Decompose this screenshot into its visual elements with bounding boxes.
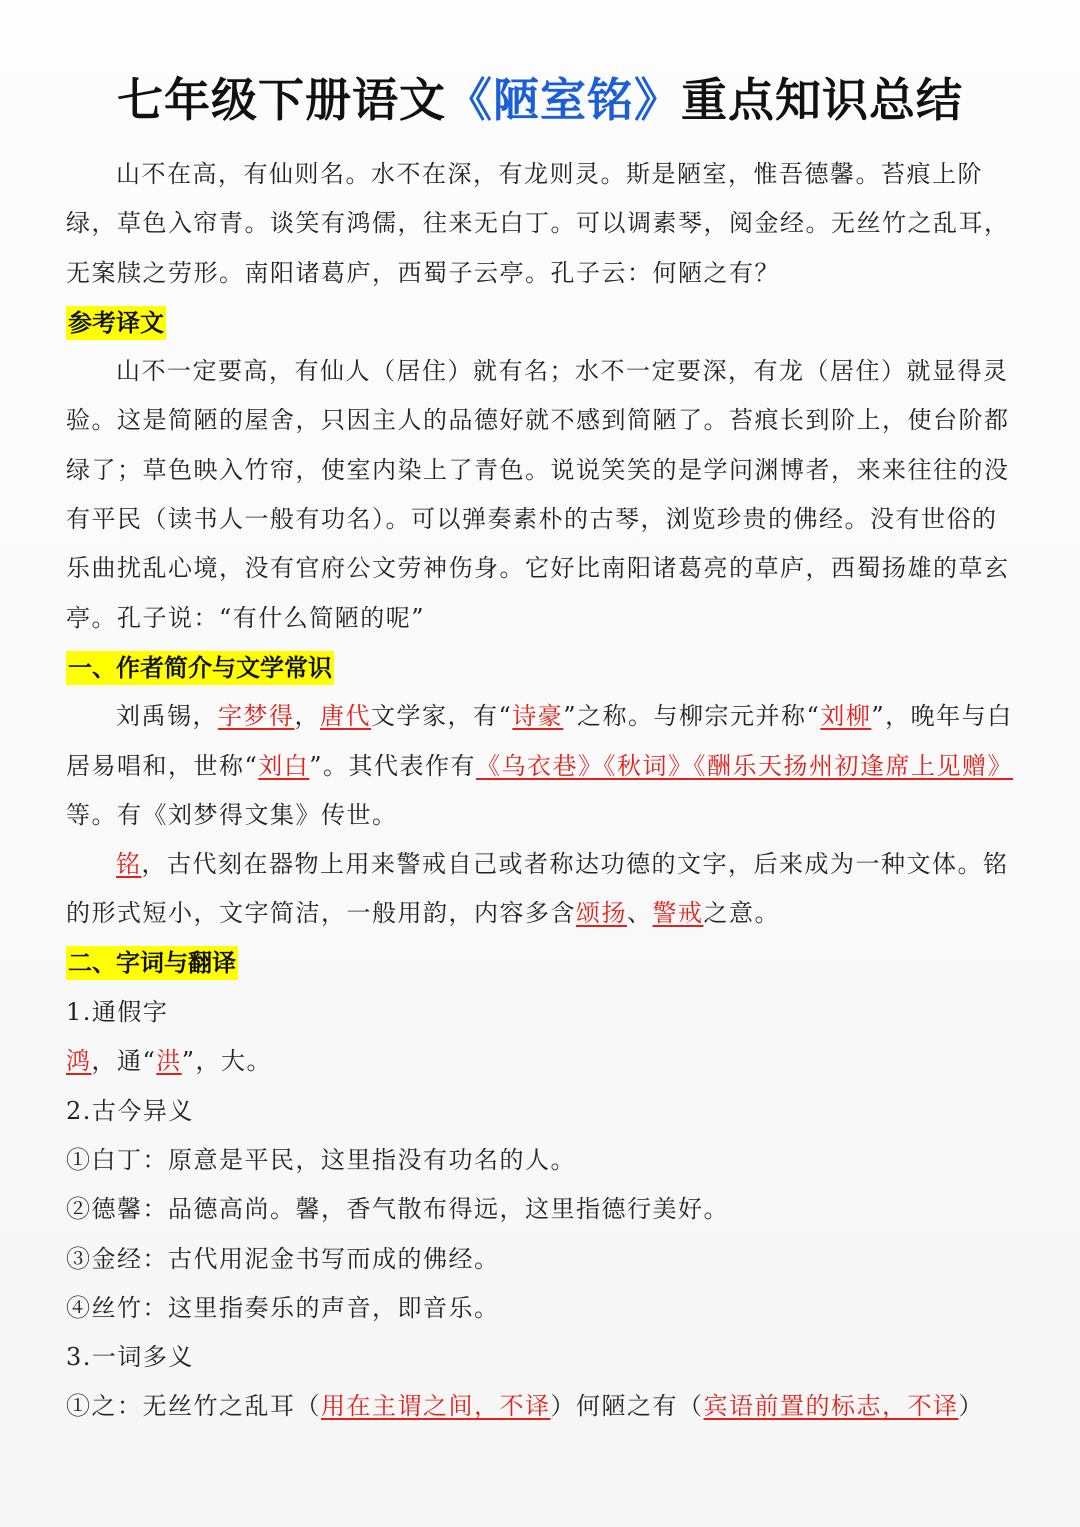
tongjia-key-1: 鸿 [66, 1047, 92, 1076]
section2-heading: 二、字词与翻译 [66, 946, 238, 980]
original-text: 山不在高，有仙则名。水不在深，有龙则灵。斯是陋室，惟吾德馨。苔痕上阶绿，草色入帘青。谈笑有鸿儒，往来无白丁。可以调素琴，阅金经。无丝竹之乱耳，无案牍之劳形。南阳诸葛庐，西蜀子云亭。孔子云：何陋之有？ [66, 160, 1010, 287]
section1-heading: 一、作者简介与文学常识 [66, 651, 334, 685]
translation-heading-line [66, 298, 1014, 347]
tongjia-text-1: ，通“ [91, 1047, 157, 1076]
tongjia-text-2: ”，大。 [181, 1047, 273, 1076]
author-text-2: ， [294, 702, 320, 731]
page-title [66, 0, 1014, 134]
section1-heading-line [66, 643, 1014, 692]
title-highlight: 《陋室铭》 [446, 73, 681, 127]
gujin-item-1: ①白丁：原意是平民，这里指没有功名的人。 [66, 1145, 576, 1174]
ming-key-3: 警戒 [652, 899, 704, 928]
translation-heading: 参考译文 [66, 306, 166, 340]
author-key-3: 诗豪 [512, 702, 564, 731]
title-prefix: 七年级下册语文 [117, 73, 446, 127]
author-text-3: 文学家，有“ [371, 702, 513, 731]
tongjia-item [66, 1037, 1014, 1086]
ming-definition [66, 840, 1014, 939]
author-text-1: 刘禹锡， [116, 702, 218, 731]
author-text-4: ”之称。与柳宗元并称“ [563, 702, 821, 731]
ming-text-2: 、 [627, 899, 653, 928]
duoyi-text-3: ） [958, 1392, 984, 1421]
duoyi-text-2: ）何陋之有（ [550, 1392, 704, 1421]
title-suffix: 重点知识总结 [681, 73, 963, 127]
ming-key-2: 颂扬 [576, 899, 627, 928]
tongjia-label: 1.通假字 [66, 998, 169, 1027]
duoyi-key-1: 用在主谓之间，不译 [321, 1392, 551, 1421]
translation-text: 山不一定要高，有仙人（居住）就有名；水不一定要深，有龙（居住）就显得灵验。这是简陋的屋舍，只因主人的品德好就不感到简陋了。苔痕长到阶上，使台阶都绿了；草色映入竹帘，使室内染上了青色。说说笑笑的是学问渊博者，来来往往的没有平民（读书人一般有功名）。可以弹奏素朴的古琴，浏览珍贵的佛经。没有世俗的乐曲扰乱心境，没有官府公文劳神伤身。它好比南阳诸葛亮的草庐，西蜀扬雄的草玄亭。孔子说：“有什么简陋的呢” [66, 357, 1010, 632]
author-intro [66, 692, 1014, 840]
author-key-5: 刘白 [258, 751, 310, 780]
section2-heading-line [66, 939, 1014, 988]
author-text-5: ”，晚年与白居易唱和，世称“ [66, 702, 1013, 780]
author-key-1: 字梦得 [218, 702, 295, 731]
author-text-7: 等。有《刘梦得文集》传世。 [66, 800, 398, 829]
ming-text-1: ，古代刻在器物上用来警戒自己或者称达功德的文字，后来成为一种文体。铭的形式短小，文字简洁，一般用韵，内容多含 [66, 850, 1009, 928]
gujin-item-2: ②德馨：品德高尚。馨，香气散布得远，这里指德行美好。 [66, 1195, 729, 1224]
author-key-works: 《乌衣巷》《秋词》《酬乐天扬州初逢席上见赠》 [476, 751, 1014, 780]
duoyi-label: 3.一词多义 [66, 1343, 194, 1372]
author-text-6: ”。其代表作有 [309, 751, 477, 780]
document-body [66, 150, 1014, 1432]
gujin-label: 2.古今异义 [66, 1096, 194, 1125]
duoyi-key-2: 宾语前置的标志，不译 [703, 1392, 959, 1421]
duoyi-text-1: ①之：无丝竹之乱耳（ [66, 1392, 321, 1421]
duoyi-item-1 [66, 1382, 1014, 1431]
tongjia-key-2: 洪 [156, 1047, 182, 1076]
ming-key-1: 铭 [116, 850, 142, 879]
gujin-item-3: ③金经：古代用泥金书写而成的佛经。 [66, 1244, 500, 1273]
gujin-item-4: ④丝竹：这里指奏乐的声音，即音乐。 [66, 1293, 500, 1322]
ming-text-3: 之意。 [703, 899, 780, 928]
author-key-2: 唐代 [320, 702, 371, 731]
author-key-4: 刘柳 [820, 702, 872, 731]
